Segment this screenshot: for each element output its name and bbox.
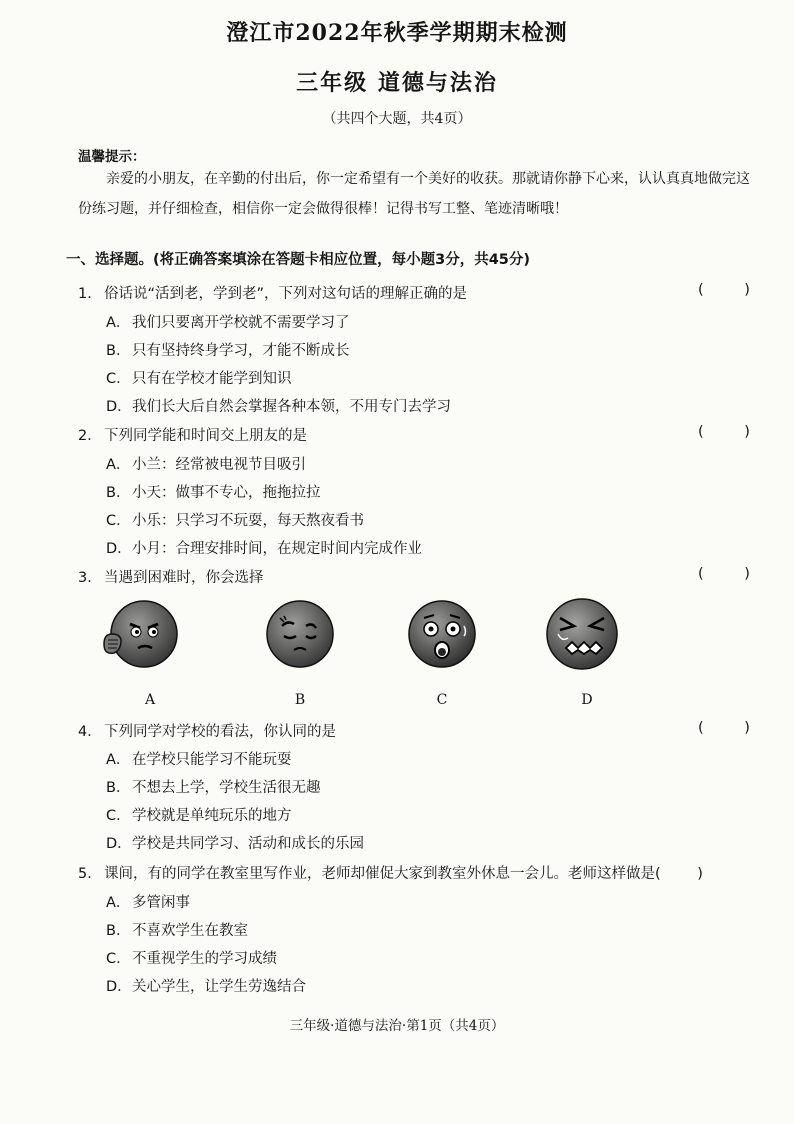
- answer-paren: ( ): [698, 282, 768, 298]
- option-5d: D．关心学生，让学生劳逸结合: [106, 979, 306, 995]
- exam-note: （共四个大题，共4页）: [322, 111, 472, 127]
- option-4c: C．学校就是单纯玩乐的地方: [106, 808, 292, 824]
- option-5b: B． 不喜欢学生在教室: [106, 923, 248, 939]
- determined-fist-face-icon: [100, 596, 180, 676]
- question-number: 5．: [78, 866, 102, 882]
- question-number: 4．: [78, 724, 102, 740]
- option-2a: A． 小兰：经常被电视节目吸引: [106, 457, 306, 473]
- face-label-d: D: [581, 692, 593, 708]
- option-4b: B． 不想去上学，学校生活很无趣: [106, 780, 321, 796]
- option-1a: A． 我们只要离开学校就不需要学习了: [106, 315, 350, 331]
- question-2: [78, 424, 307, 445]
- option-4a: A． 在学校只能学习不能玩耍: [106, 752, 292, 768]
- face-label-a: A: [144, 692, 156, 708]
- question-3: [78, 566, 264, 587]
- option-1b: B． 只有坚持终身学习，才能不断成长: [106, 343, 350, 359]
- option-2b: B． 小天：做事不专心，拖拖拉拉: [106, 485, 321, 501]
- face-label-b: B: [294, 692, 306, 708]
- scared-face-icon: [402, 596, 482, 676]
- exam-title: 澄江市2022年秋季学期期末检测: [226, 20, 568, 46]
- option-5c: C．不重视学生的学习成绩: [106, 951, 277, 967]
- option-1d: D．我们长大后自然会掌握各种本领，不用专门去学习: [106, 399, 451, 415]
- question-text: 俗话说“活到老，学到老”，下列对这句话的理解正确的是: [104, 286, 468, 302]
- option-2d: D．小月：合理安排时间，在规定时间内完成作业: [106, 541, 422, 557]
- question-4: [78, 720, 336, 741]
- option-2c: C．小乐：只学习不玩耍，每天熬夜看书: [106, 513, 364, 529]
- answer-paren: ( ): [655, 866, 719, 882]
- option-1c: C．只有在学校才能学到知识: [106, 371, 292, 387]
- question-text: 当遇到困难时，你会选择: [104, 570, 264, 586]
- option-4d: D．学校是共同学习、活动和成长的乐园: [106, 836, 364, 852]
- question-number: 1．: [78, 286, 102, 302]
- face-label-c: C: [436, 692, 448, 708]
- question-text: 课间，有的同学在教室里写作业，老师却催促大家到教室外休息一会儿。老师这样做是: [104, 866, 655, 882]
- answer-paren: ( ): [698, 424, 768, 440]
- page-footer: 三年级·道德与法治·第1页（共4页）: [289, 1018, 505, 1034]
- exam-subtitle: 三年级 道德与法治: [296, 70, 498, 96]
- section-heading: 一、选择题。(将正确答案填涂在答题卡相应位置，每小题3分，共45分): [66, 252, 531, 268]
- answer-paren: ( ): [698, 566, 768, 582]
- tips-body: 亲爱的小朋友，在辛勤的付出后，你一定希望有一个美好的收获。那就请你静下心来，认认真真地做完这份练习题，并仔细检查，相信你一定会做得很棒！记得书写工整、笔迹清晰哦！: [78, 171, 750, 217]
- angry-crying-face-icon: [540, 594, 624, 678]
- question-text: 下列同学能和时间交上朋友的是: [104, 428, 307, 444]
- question-text: 下列同学对学校的看法，你认同的是: [104, 724, 336, 740]
- question-5: [78, 862, 719, 883]
- question-number: 3．: [78, 570, 102, 586]
- question-number: 2．: [78, 428, 102, 444]
- tips-label: 温馨提示：: [78, 149, 146, 165]
- answer-paren: ( ): [698, 720, 768, 736]
- question-1: [78, 282, 467, 303]
- option-5a: A． 多管闲事: [106, 895, 190, 911]
- sleepy-face-icon: [260, 596, 340, 676]
